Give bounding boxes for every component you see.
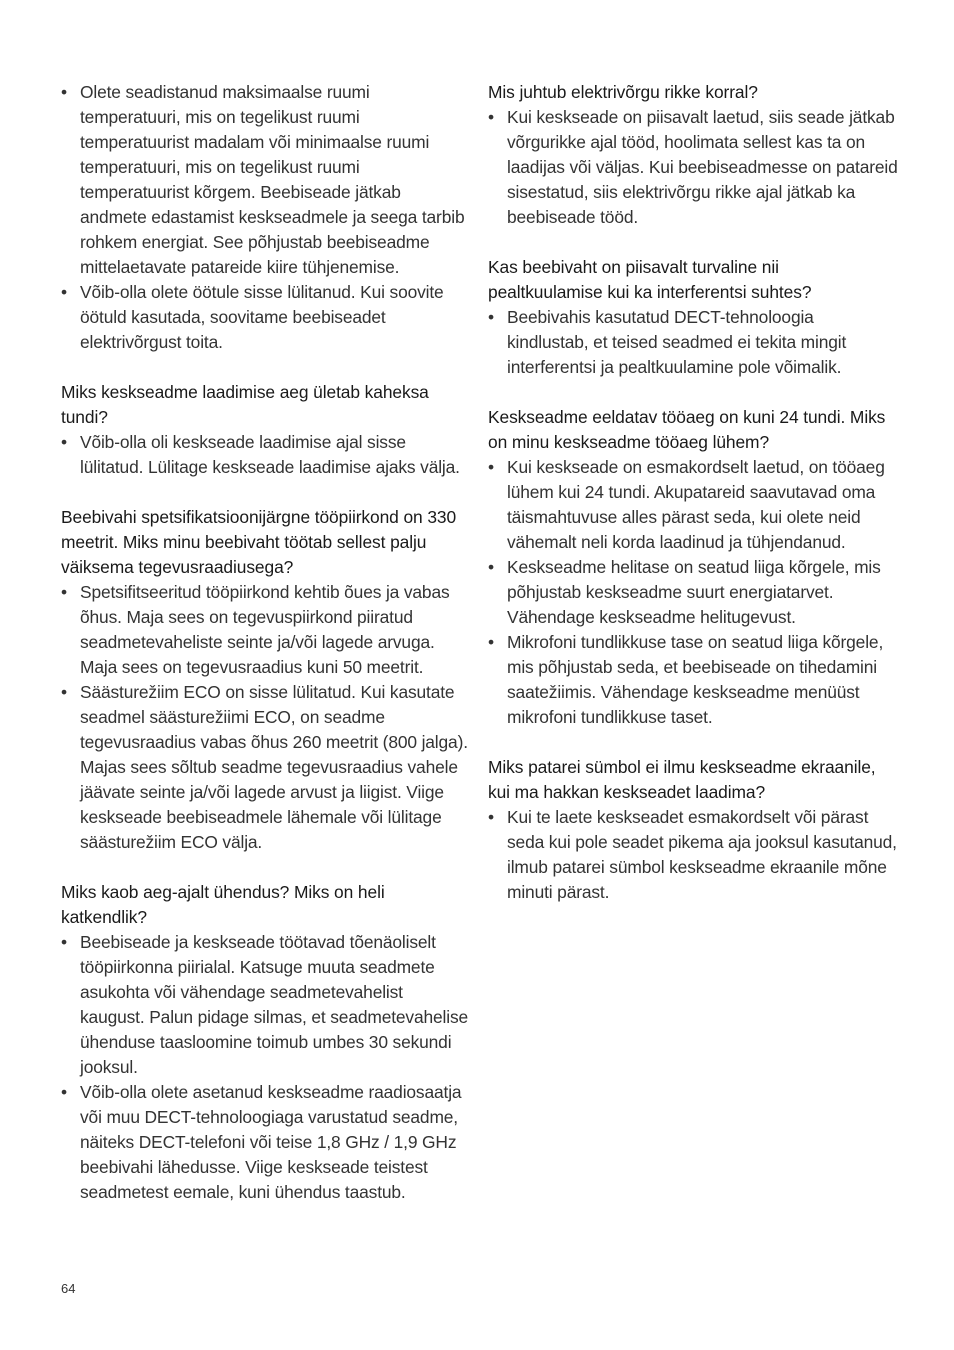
answer-item bbox=[488, 805, 898, 905]
answer-item bbox=[61, 930, 469, 1080]
answer-text: Kui te laete keskseadet esmakordselt või pärast seda kui pole seadet pikema aja jooksul kasutanud, ilmub patarei sümbol keskseadme ekraanile mõne minuti pärast. bbox=[507, 807, 897, 902]
answer-text: Beebiseade ja keskseade töötavad tõenäoliselt tööpiirkonna piirialal. Katsuge muuta seadmete asukohta või vähendage seadmetevahelist kaugust. Palun pidage silmas, et seadmetevahelise ühenduse taasloomine toimub umbes 30 sekundi jooksul. bbox=[80, 932, 469, 1077]
bullet-icon: • bbox=[488, 457, 494, 477]
answer-item bbox=[488, 555, 898, 630]
answer-text: Kui keskseade on esmakordselt laetud, on tööaeg lühem kui 24 tundi. Akupatareid saavutavad oma täismahtuvuse alles pärast seda, kui olete neid vähemalt neli korda laadinud ja tühjendanud. bbox=[507, 457, 885, 552]
answer-text: Spetsifitseeritud tööpiirkond kehtib õues ja vabas õhus. Maja sees on tegevuspiirkond piiratud seadmetevaheliste seinte ja/või lagede arvuga. Maja sees on tegevusraadius kuni 50 meetrit. bbox=[80, 582, 450, 677]
bullet-icon: • bbox=[488, 807, 494, 827]
faq-section bbox=[61, 505, 469, 855]
faq-question: Miks kaob aeg-ajalt ühendus? Miks on heli katkendlik? bbox=[61, 882, 385, 927]
bullet-icon: • bbox=[61, 682, 67, 702]
answer-list bbox=[61, 930, 469, 1205]
answer-list bbox=[61, 80, 469, 355]
answer-list bbox=[61, 430, 469, 480]
bullet-icon: • bbox=[488, 557, 494, 577]
faq-question: Beebivahi spetsifikatsioonijärgne tööpiirkond on 330 meetrit. Miks minu beebivaht töötab sellest palju väiksema tegevusraadiusega? bbox=[61, 507, 457, 577]
bullet-icon: • bbox=[61, 582, 67, 602]
faq-section bbox=[61, 80, 469, 355]
answer-item bbox=[61, 1080, 469, 1205]
answer-item bbox=[61, 580, 469, 680]
answer-text: Keskseadme helitase on seatud liiga kõrgele, mis põhjustab keskseadme suurt energiatarvet. Vähendage keskseadme helitugevust. bbox=[507, 557, 881, 627]
right-column bbox=[488, 80, 898, 930]
answer-item bbox=[488, 630, 898, 730]
faq-section bbox=[488, 405, 898, 730]
answer-item bbox=[488, 455, 898, 555]
bullet-icon: • bbox=[61, 282, 67, 302]
bullet-icon: • bbox=[61, 432, 67, 452]
answer-text: Olete seadistanud maksimaalse ruumi temperatuuri, mis on tegelikust ruumi temperatuurist madalam või minimaalse ruumi temperatuuri, mis on tegelikust ruumi temperatuurist kõrgem. Beebiseade jätkab andmete edastamist keskseadmele ja seega tarbib rohkem energiat. See põhjustab beebiseadme mittelaetavate patareide kiire tühjenemise. bbox=[80, 82, 465, 277]
faq-question: Kas beebivaht on piisavalt turvaline nii pealtkuulamise kui ka interferentsi suhtes? bbox=[488, 257, 812, 302]
bullet-icon: • bbox=[61, 82, 67, 102]
answer-text: Võib-olla olete asetanud keskseadme raadiosaatja või muu DECT-tehnoloogiaga varustatud seadme, näiteks DECT-telefoni või teise 1,8 GHz / 1,9 GHz beebivahi lähedusse. Viige keskseade teistest seadmetest eemale, kuni ühendus taastub. bbox=[80, 1082, 462, 1202]
answer-list bbox=[488, 455, 898, 730]
faq-section bbox=[61, 880, 469, 1205]
answer-text: Kui keskseade on piisavalt laetud, siis seade jätkab võrgurikke ajal tööd, hoolimata sellest kas ta on laadijas või väljas. Kui beebiseadmesse on patareid sisestatud, siis elektrivõrgu rikke ajal jätkab ka beebiseade tööd. bbox=[507, 107, 898, 227]
answer-text: Säästurežiim ECO on sisse lülitatud. Kui kasutate seadmel säästurežiimi ECO, on seadme tegevusraadius vabas õhus 260 meetrit (800 jalga). Majas sees sõltub seadme tegevusraadius vahele jäävate seinte ja/või lagede arvust ja liigist. Viige keskseade beebiseadmele lähemale või lülitage säästurežiim ECO välja. bbox=[80, 682, 468, 852]
faq-question: Mis juhtub elektrivõrgu rikke korral? bbox=[488, 82, 758, 102]
answer-list bbox=[488, 105, 898, 230]
answer-text: Mikrofoni tundlikkuse tase on seatud liiga kõrgele, mis põhjustab seda, et beebiseade on tihedamini saatežiimis. Vähendage keskseadme menüüst mikrofoni tundlikkuse taset. bbox=[507, 632, 884, 727]
faq-section bbox=[488, 755, 898, 905]
bullet-icon: • bbox=[488, 307, 494, 327]
answer-list bbox=[488, 805, 898, 905]
answer-list bbox=[488, 305, 898, 380]
faq-question: Keskseadme eeldatav tööaeg on kuni 24 tundi. Miks on minu keskseadme tööaeg lühem? bbox=[488, 407, 886, 452]
bullet-icon: • bbox=[61, 1082, 67, 1102]
answer-text: Beebivahis kasutatud DECT-tehnoloogia kindlustab, et teised seadmed ei tekita mingit interferentsi ja pealtkuulamine pole võimalik. bbox=[507, 307, 847, 377]
answer-item bbox=[61, 430, 469, 480]
faq-section bbox=[488, 80, 898, 230]
left-column bbox=[61, 80, 469, 1230]
answer-item bbox=[488, 105, 898, 230]
faq-section bbox=[61, 380, 469, 480]
answer-item bbox=[61, 280, 469, 355]
answer-text: Võib-olla olete öötule sisse lülitanud. Kui soovite öötuld kasutada, soovitame beebiseadet elektrivõrgust toita. bbox=[80, 282, 444, 352]
answer-item bbox=[61, 80, 469, 280]
faq-question: Miks keskseadme laadimise aeg ületab kaheksa tundi? bbox=[61, 382, 429, 427]
answer-text: Võib-olla oli keskseade laadimise ajal sisse lülitatud. Lülitage keskseade laadimise ajaks välja. bbox=[80, 432, 460, 477]
answer-item bbox=[488, 305, 898, 380]
faq-question: Miks patarei sümbol ei ilmu keskseadme ekraanile, kui ma hakkan keskseadet laadima? bbox=[488, 757, 876, 802]
bullet-icon: • bbox=[61, 932, 67, 952]
bullet-icon: • bbox=[488, 632, 494, 652]
page-number: 64 bbox=[61, 1281, 76, 1296]
faq-section bbox=[488, 255, 898, 380]
answer-list bbox=[61, 580, 469, 855]
answer-item bbox=[61, 680, 469, 855]
bullet-icon: • bbox=[488, 107, 494, 127]
